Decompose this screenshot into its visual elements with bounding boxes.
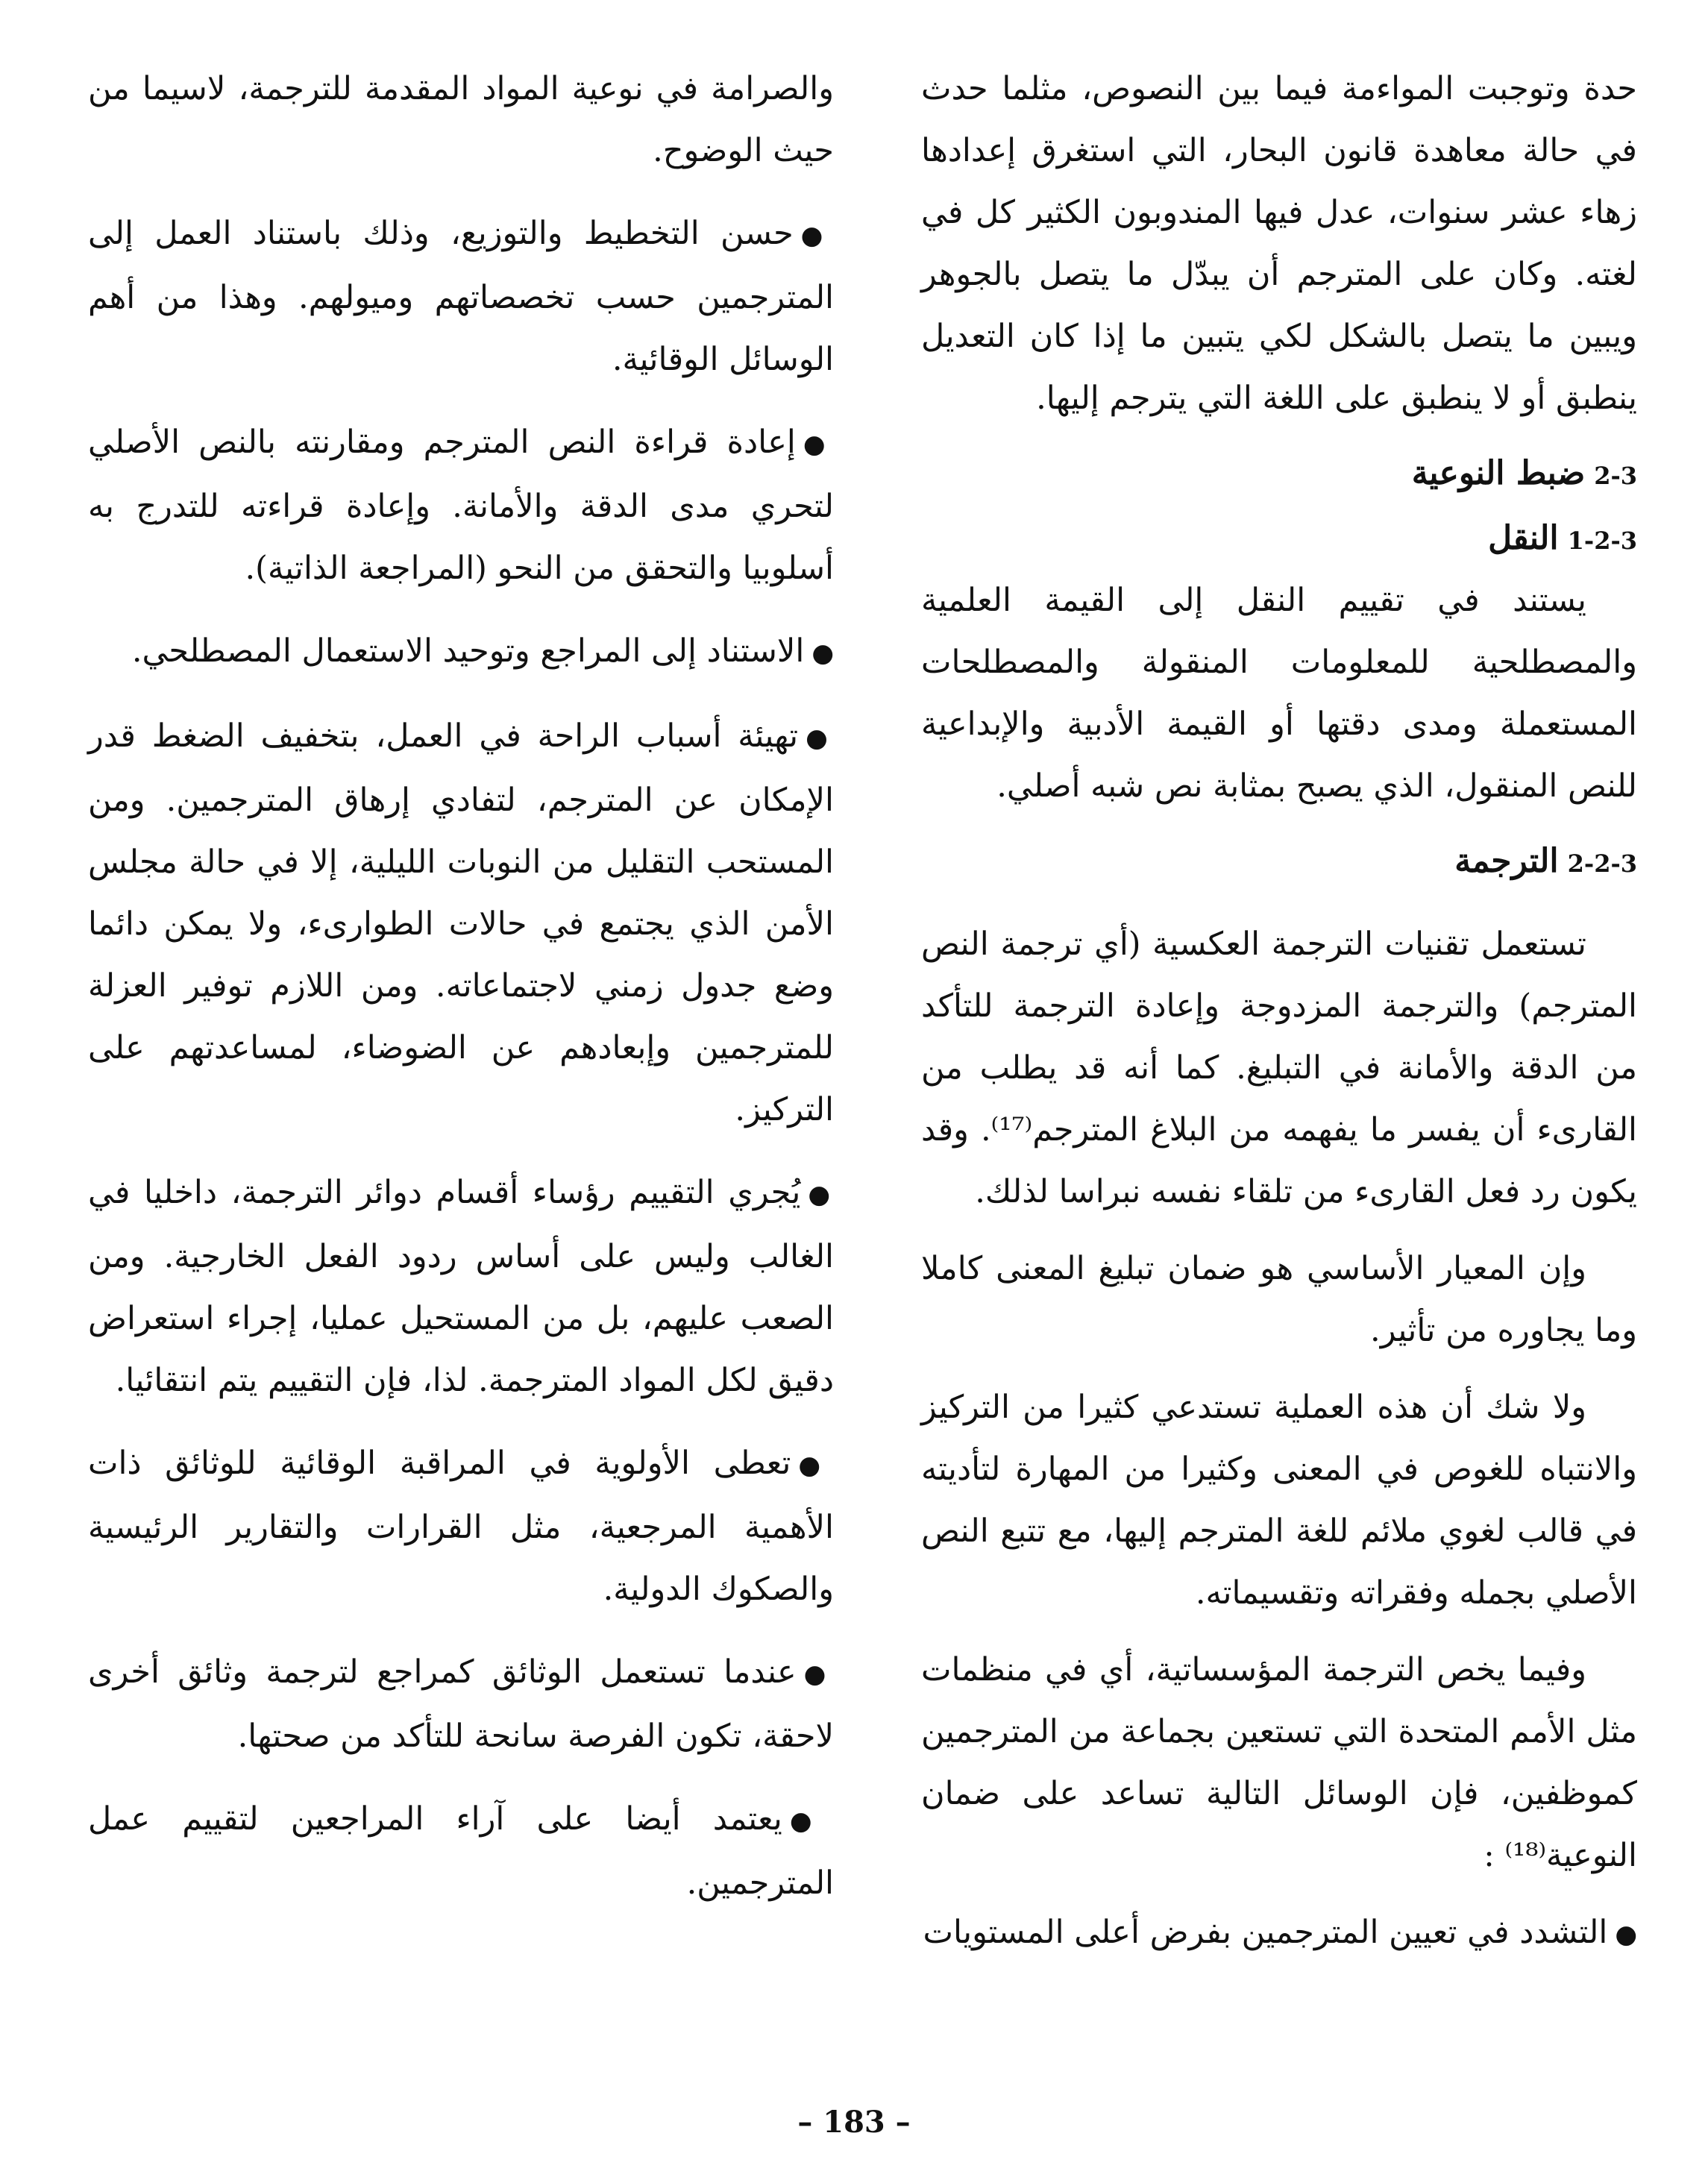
bullet-text: الاستناد إلى المراجع وتوحيد الاستعمال المصطلحي. (131, 632, 805, 670)
bullet-continuation: والصرامة في نوعية المواد المقدمة للترجمة، لاسيما من حيث الوضوح. (88, 70, 834, 169)
paragraph-transfer-evaluation: يستند في تقييم النقل إلى القيمة العلمية والمصطلحية للمعلومات المنقولة والمصطلحات المستعملة ومدى دقتها أو القيمة الأدبية والإبداعية للنص المنقول، الذي يصبح بمثابة نص شبه أصلي. (921, 582, 1637, 805)
subsection-heading-translation (921, 832, 1637, 893)
bullet-item (88, 1788, 834, 1914)
bullet-icon: ● (808, 1180, 834, 1210)
bullet-item (88, 1433, 834, 1621)
paragraph-concentration: ولا شك أن هذه العملية تستدعي كثيرا من التركيز والانتباه للغوص في المعنى وكثيرا من المهارة لتأديته في قالب لغوي ملائم للغة المترجم إليها، مع تتبع النص الأصلي بجمله وفقراته وتقسيماته. (921, 1389, 1637, 1612)
section-title: ضبط النوعية (1411, 454, 1586, 492)
bullet-icon: ● (800, 221, 834, 251)
bullet-icon: ● (803, 1659, 834, 1689)
bullet-item (88, 412, 834, 600)
bullet-text: يعتمد أيضا على آراء المراجعين لتقييم عمل المترجمين. (88, 1800, 834, 1902)
bullet-icon: ● (811, 638, 834, 668)
bullet-icon: ● (1615, 1920, 1637, 1950)
left-column (88, 58, 834, 1935)
bullet-text: التشدد في تعيين المترجمين بفرض أعلى المستويات (923, 1914, 1608, 1951)
section-number: 2-3 (1594, 462, 1637, 490)
bullet-item (88, 1642, 834, 1768)
bullet-item (88, 621, 834, 685)
bullet-icon: ● (798, 1451, 834, 1480)
paragraph-harmonization: حدة وتوجبت المواءمة فيما بين النصوص، مثلما حدث في حالة معاهدة قانون البحار، التي استغرق إعدادها زهاء عشر سنوات، عدل فيها المندوبون الكثير كل في لغته. وكان على المترجم أن يبدّل ما يتصل بالجوهر ويبين ما يتصل بالشكل لكي يتبين ما إذا كان التعديل ينطبق أو لا ينطبق على اللغة التي يترجم إليها. (921, 70, 1637, 417)
bullet-item (88, 203, 834, 391)
bullet-item (88, 1162, 834, 1412)
subsection-title: الترجمة (1454, 842, 1559, 880)
bullet-text: تهيئة أسباب الراحة في العمل، بتخفيف الضغط قدر الإمكان عن المترجم، لتفادي إرهاق المترجمين. ومن المستحب التقليل من النوبات الليلية، إلا في حالة مجلس الأمن الذي يجتمع في حالات الطوارىء، ولا يمكن دائما وضع جدول زمني لاجتماعاته. ومن اللازم توفير العزلة للمترجمين وإبعادهم عن الضوضاء، لمساعدتهم على التركيز. (88, 717, 834, 1128)
paragraph-main-criterion: وإن المعيار الأساسي هو ضمان تبليغ المعنى كاملا وما يجاوره من تأثير. (921, 1250, 1637, 1349)
subsection-title: النقل (1488, 519, 1559, 557)
bullet-text: يُجري التقييم رؤساء أقسام دوائر الترجمة، داخليا في الغالب وليس على أساس ردود الفعل الخارجية. ومن الصعب عليهم، بل من المستحيل عمليا، إجراء استعراض دقيق لكل المواد المترجمة. لذا، فإن التقييم يتم انتقائيا. (88, 1174, 834, 1399)
subsection-number: 2-2-3 (1567, 849, 1637, 878)
right-column (921, 58, 1637, 1987)
bullet-text: تعطى الأولوية في المراقبة الوقائية للوثائق ذات الأهمية المرجعية، مثل القرارات والتقارير الرئيسية والصكوك الدولية. (88, 1445, 834, 1608)
page-number: – 183 – (797, 2105, 911, 2140)
bullet-text: حسن التخطيط والتوزيع، وذلك باستناد العمل إلى المترجمين حسب تخصصاتهم وميولهم. وهذا من أهم الوسائل الوقائية. (88, 215, 834, 378)
paragraph-back-translation: تستعمل تقنيات الترجمة العكسية (أي ترجمة النص المترجم) والترجمة المزدوجة وإعادة الترجمة للتأكد من الدقة والأمانة في التبليغ. كما أنه قد يطلب من القارىء أن يفسر ما يفهمه من البلاغ المترجم⁽¹⁷⁾. وقد يكون رد فعل القارىء من تلقاء نفسه نبراسا لذلك. (921, 926, 1637, 1210)
paragraph-institutional-translation: وفيما يخص الترجمة المؤسساتية، أي في منظمات مثل الأمم المتحدة التي تستعين بجماعة من المترجمين كموظفين، فإن الوسائل التالية تساعد على ضمان النوعية⁽¹⁸⁾ : (921, 1651, 1637, 1874)
subsection-number: 1-2-3 (1567, 527, 1637, 555)
bullet-icon: ● (803, 430, 834, 459)
bullet-item (921, 1902, 1637, 1966)
bullet-icon: ● (806, 723, 834, 753)
bullet-text: عندما تستعمل الوثائق كمراجع لترجمة وثائق أخرى لاحقة، تكون الفرصة سانحة للتأكد من صحتها. (88, 1653, 834, 1755)
bullet-icon: ● (789, 1806, 834, 1836)
bullet-text: إعادة قراءة النص المترجم ومقارنته بالنص الأصلي لتحري مدى الدقة والأمانة. وإعادة قراءته للتدرج به أسلوبيا والتحقق من النحو (المراجعة الذاتية). (88, 424, 834, 587)
bullet-item (88, 706, 834, 1141)
subsection-heading-transfer (921, 509, 1637, 570)
section-heading-quality-control (921, 444, 1637, 505)
